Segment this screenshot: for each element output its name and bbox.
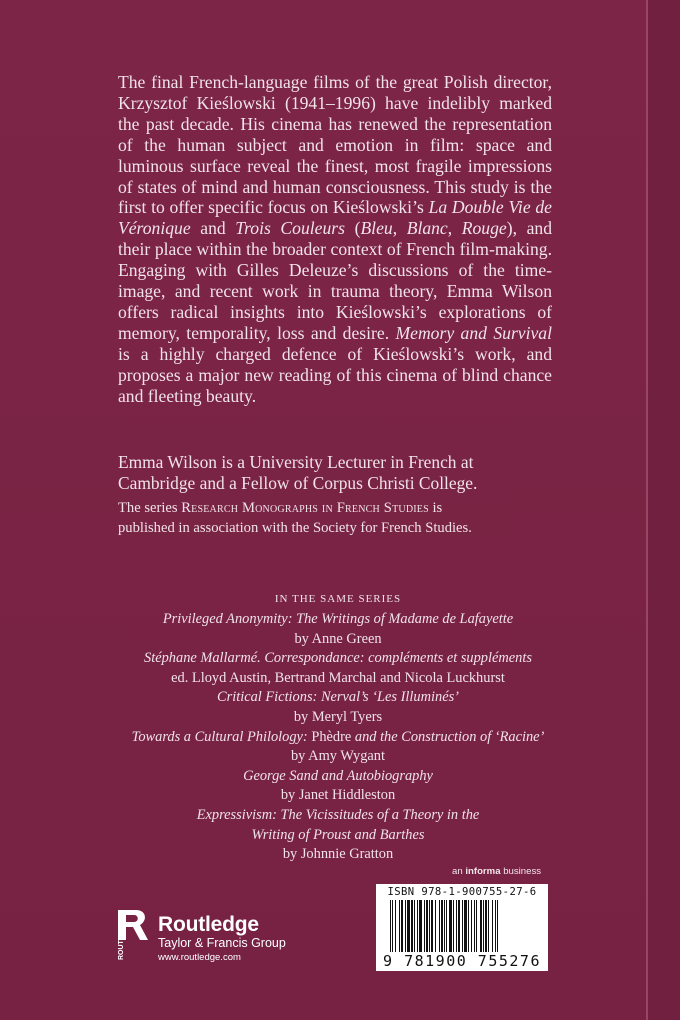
- barcode-bar: [407, 900, 410, 952]
- series-note-line: published in association with the Society for French Studies.: [118, 520, 472, 536]
- informa-text: an: [452, 866, 466, 877]
- barcode-bar: [424, 900, 425, 952]
- barcode-bar: [446, 900, 447, 952]
- series-book-title: [116, 728, 560, 748]
- film-title: Bleu: [360, 218, 393, 239]
- film-title: Rouge: [461, 218, 507, 239]
- ean-number: 9 781900 755276: [383, 952, 541, 970]
- barcode-bar: [426, 900, 428, 952]
- blurb-text: and: [190, 218, 236, 239]
- series-book-author: by Amy Wygant: [290, 748, 385, 765]
- blurb-text: ), and their place within the broader context of French film-making. Engaging with Gilles Deleuze’s discussions of the time-image, and recent work in trauma theory, Emma Wilson offers radical insights into Kieślowski’s explorations of memory, temporality, loss and desire.: [118, 218, 552, 343]
- routledge-logo-icon: [114, 906, 152, 962]
- series-book-title: Privileged Anonymity: The Writings of Madame de Lafayette: [162, 611, 514, 627]
- barcode-bar: [431, 900, 433, 952]
- barcode-bar: [456, 900, 457, 952]
- blurb-paragraph: [118, 72, 552, 407]
- series-note-text: is: [428, 500, 443, 516]
- barcode-bar: [399, 900, 400, 952]
- barcode-bar: [476, 900, 477, 952]
- series-book-author: by Johnnie Gratton: [282, 846, 394, 863]
- series-book-author: by Meryl Tyers: [293, 708, 383, 725]
- barcode-bar: [392, 900, 393, 952]
- barcode-bar: [441, 900, 443, 952]
- barcode-bar: [390, 900, 391, 952]
- publisher-block: [158, 914, 286, 964]
- series-book-author: by Janet Hiddleston: [280, 787, 396, 804]
- series-note-text: The series: [118, 500, 182, 516]
- series-book-title-part: Phèdre: [311, 728, 352, 745]
- barcode-bar: [395, 900, 396, 952]
- series-book-title: George Sand and Autobiography: [243, 767, 433, 784]
- same-series-heading: IN THE SAME SERIES: [274, 593, 402, 605]
- blurb-text: The final French-language films of the great Polish director, Krzysztof Kieślowski (1941–1996) have indelibly marked the past decade. His cinema has renewed the representation of the human subject and emotion in film: space and luminous surface reveal the finest, most fragile impressions of states of mind and human consciousness. This study is the first to offer specific focus on Kieślowski’s: [118, 72, 552, 218]
- routledge-vertical-text: ROUTLEDGE: [118, 916, 125, 960]
- series-book-author: by Anne Green: [294, 630, 382, 647]
- series-note: [118, 498, 558, 538]
- barcode-bar: [495, 900, 496, 952]
- barcode-bar: [471, 900, 472, 952]
- informa-brand: informa: [465, 866, 501, 877]
- blurb-text: is a highly charged defence of Kieślowski’s work, and proposes a major new reading of this cinema of blind chance and fleeting beauty.: [118, 343, 552, 406]
- blurb-text: ,: [447, 218, 462, 239]
- series-name: Research Monographs in French Studies: [181, 500, 429, 516]
- isbn-barcode: [376, 884, 548, 971]
- barcode-bar: [405, 900, 406, 952]
- barcode-bar: [429, 900, 430, 952]
- barcode-bar: [411, 900, 413, 952]
- barcode-bar: [464, 900, 467, 952]
- series-book-title-part: and the Construction of ‘Racine’: [351, 728, 545, 745]
- author-bio: [118, 452, 558, 494]
- author-bio-line: Emma Wilson is a University Lecturer in French at: [118, 452, 474, 472]
- barcode-bar: [468, 900, 469, 952]
- barcode-bar: [483, 900, 484, 952]
- series-book-author: ed. Lloyd Austin, Bertrand Marchal and Nicola Luckhurst: [171, 669, 505, 686]
- series-book-title: Critical Fictions: Nerval’s ‘Les Illuminés’: [217, 689, 459, 706]
- book-title: Memory and Survival: [395, 322, 552, 343]
- barcode-bar: [458, 900, 460, 952]
- author-bio-line: Cambridge and a Fellow of Corpus Christi College.: [118, 473, 478, 493]
- blurb-text: ,: [392, 218, 407, 239]
- series-book-title: Expressivism: The Vicissitudes of a Theory in the: [196, 806, 480, 823]
- barcode-bar: [480, 900, 482, 952]
- barcode-bar: [449, 900, 452, 952]
- blurb-text: (: [344, 218, 361, 239]
- barcode-bar: [401, 900, 403, 952]
- series-book-title-part: Towards a Cultural Philology:: [131, 728, 312, 745]
- barcode-bars: [390, 900, 538, 952]
- barcode-bar: [497, 900, 498, 952]
- barcode-bar: [453, 900, 454, 952]
- spine-edge: [646, 0, 680, 1020]
- barcode-bar: [492, 900, 493, 952]
- isbn-text: ISBN 978-1-900755-27-6: [387, 886, 537, 898]
- series-note-line: [118, 498, 558, 518]
- barcode-bar: [462, 900, 463, 952]
- barcode-bar: [444, 900, 445, 952]
- same-series-list: [116, 590, 560, 865]
- series-book-title: Writing of Proust and Barthes: [251, 826, 425, 843]
- barcode-bar: [435, 900, 436, 952]
- barcode-bar: [485, 900, 487, 952]
- publisher-name: Routledge: [158, 913, 259, 936]
- film-title: La Double Vie de Véronique: [118, 197, 552, 239]
- series-book-title: Stéphane Mallarmé. Correspondance: compléments et suppléments: [144, 650, 532, 667]
- film-title: Trois Couleurs: [235, 218, 345, 239]
- film-title: Blanc: [406, 218, 448, 239]
- informa-text: business: [500, 866, 542, 877]
- barcode-bar: [488, 900, 489, 952]
- barcode-bar: [474, 900, 475, 952]
- barcode-bar: [419, 900, 422, 952]
- barcode-bar: [439, 900, 440, 952]
- informa-tagline: [452, 866, 541, 877]
- barcode-bar: [417, 900, 418, 952]
- barcode-bar: [414, 900, 415, 952]
- book-blurb: [118, 72, 552, 407]
- publisher-group: Taylor & Francis Group: [158, 936, 286, 950]
- publisher-url: www.routledge.com: [158, 952, 241, 963]
